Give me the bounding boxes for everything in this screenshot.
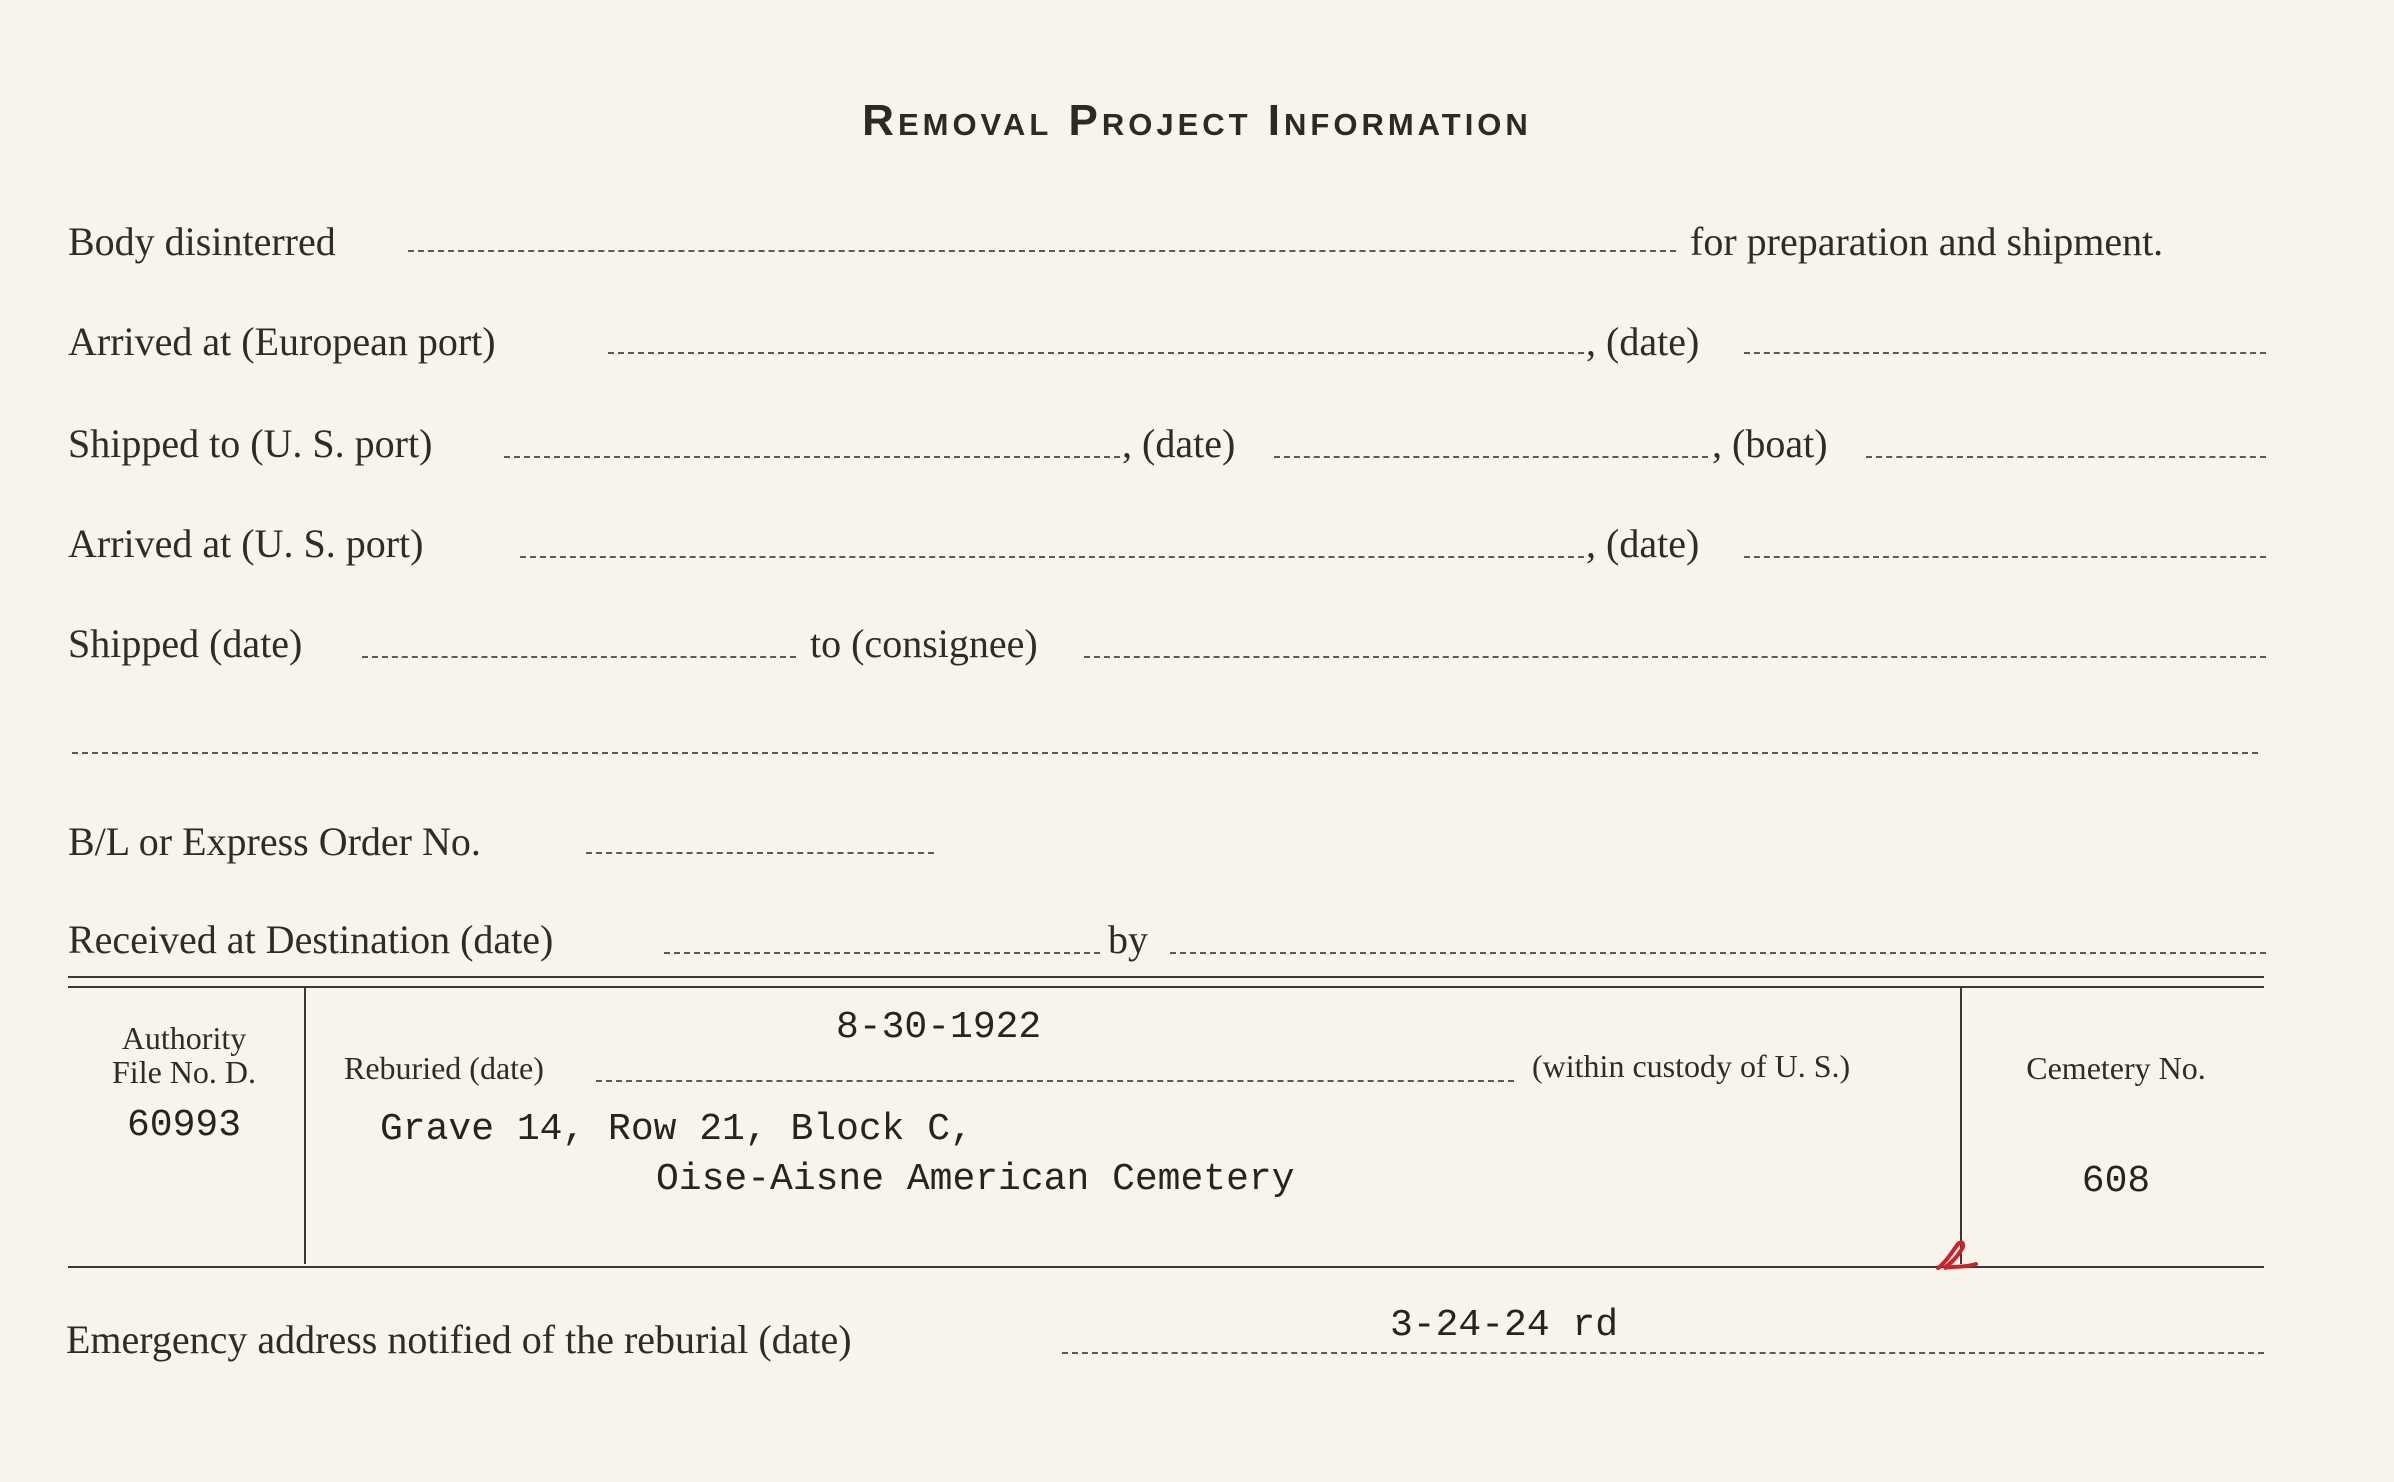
arrived-us-date-label: , (date) [1586, 521, 1700, 566]
shipped-to-us-date-label: , (date) [1122, 421, 1236, 466]
emergency-label: Emergency address notified of the reburial (date) [66, 1317, 852, 1362]
reburied-date-value: 8-30-1922 [836, 1006, 1042, 1049]
arrived-european-port-field[interactable] [608, 352, 1584, 354]
arrived-european-label: Arrived at (European port) [68, 319, 496, 364]
arrived-european-date-field[interactable] [1744, 352, 2266, 354]
arrived-us-date-field[interactable] [1744, 556, 2266, 558]
bl-order-label: B/L or Express Order No. [68, 819, 481, 864]
shipped-date-field[interactable] [362, 656, 796, 658]
arrived-us-label: Arrived at (U. S. port) [68, 521, 424, 566]
shipped-to-us-port-field[interactable] [504, 456, 1120, 458]
cemetery-label: Cemetery No. [2026, 1050, 2206, 1086]
red-check-mark [1928, 1238, 1984, 1274]
consignee-field[interactable] [1084, 656, 2266, 658]
card-title: Removal Project Information [862, 96, 1532, 145]
body-disinterred-suffix: for preparation and shipment. [1690, 219, 2164, 264]
body-disinterred-label: Body disinterred [68, 219, 336, 264]
reburied-date-label: Reburied (date) [344, 1050, 544, 1086]
box-top-rule [68, 976, 2264, 978]
shipped-to-us-date-field[interactable] [1274, 456, 1708, 458]
shipped-date-label: Shipped (date) [68, 621, 303, 666]
shipped-to-us-label: Shipped to (U. S. port) [68, 421, 433, 466]
authority-label-line1: Authority [121, 1020, 247, 1056]
consignee-continuation-field[interactable] [72, 752, 2258, 754]
body-disinterred-field[interactable] [408, 250, 1676, 252]
consignee-label: to (consignee) [810, 621, 1038, 666]
bl-order-field[interactable] [586, 852, 934, 854]
shipped-to-us-boat-field[interactable] [1866, 456, 2266, 458]
received-label: Received at Destination (date) [68, 917, 554, 962]
received-by-label: by [1108, 917, 1148, 962]
authority-file-number: 60993 [126, 1104, 242, 1147]
cemetery-number: 608 [2081, 1160, 2151, 1203]
box-divider-right [1960, 988, 1962, 1264]
emergency-date-value: 3-24-24 rd [1390, 1304, 1619, 1347]
arrived-us-port-field[interactable] [520, 556, 1584, 558]
authority-label-line2: File No. D. [112, 1054, 256, 1090]
emergency-date-field[interactable] [1062, 1352, 2264, 1354]
custody-label: (within custody of U. S.) [1532, 1048, 1851, 1084]
box-top-rule-inner [68, 986, 2264, 988]
reburial-location-line2: Oise-Aisne American Cemetery [656, 1158, 1295, 1201]
shipped-to-us-boat-label: , (boat) [1712, 421, 1828, 466]
box-divider-left [304, 988, 306, 1264]
received-by-field[interactable] [1170, 952, 2266, 954]
arrived-european-date-label: , (date) [1586, 319, 1700, 364]
reburial-location-line1: Grave 14, Row 21, Block C, [380, 1108, 973, 1151]
received-date-field[interactable] [664, 952, 1100, 954]
reburied-date-field[interactable] [596, 1080, 1514, 1082]
